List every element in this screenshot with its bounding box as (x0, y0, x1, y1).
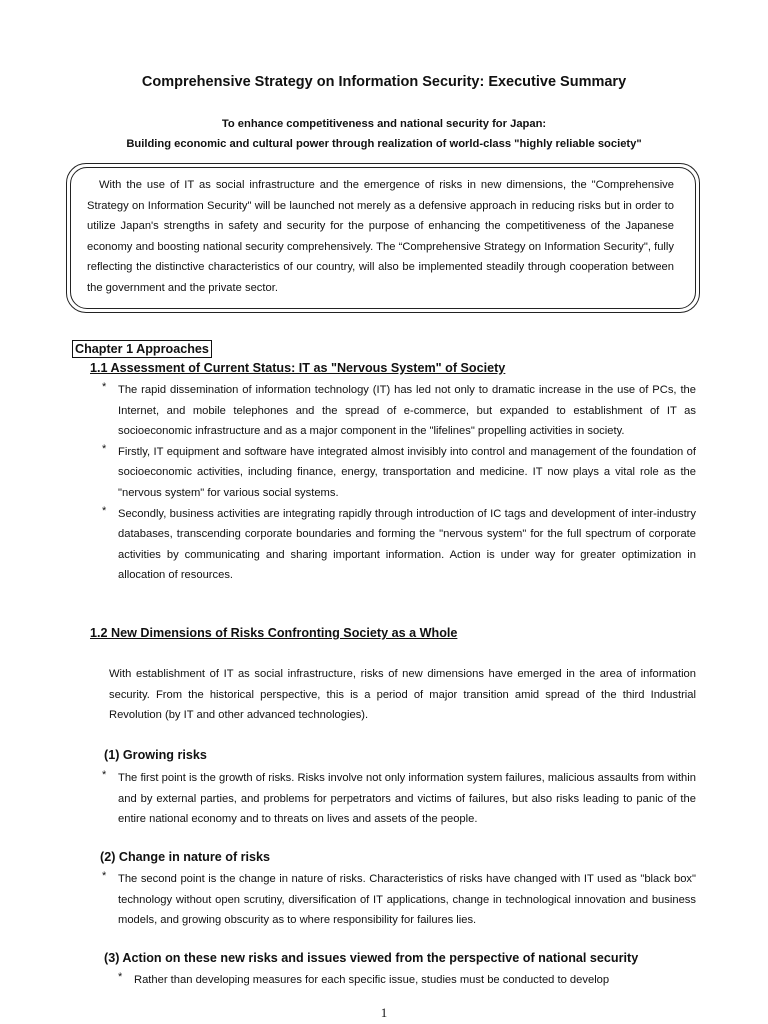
subsection-1-heading: (1) Growing risks (104, 748, 207, 762)
list-item-text: Secondly, business activities are integrating rapidly through introduction of IC tags and development of inter-industry databases, transcending corporate boundaries and forming the "nervous system" for the full spectrum of corporate activities by communicating and sharing important information. Action is under way for greater optimization in allocation of resources. (118, 507, 696, 582)
list-item (118, 970, 696, 991)
list-item (102, 442, 696, 504)
list-item-text: The first point is the growth of risks. Risks involve not only information system failures, malicious assaults from within and by external parties, and problems for perpetrators and victims of failures, but also risks leading to panic of the entire national economy and to threats on lives and assets of the people. (118, 772, 696, 826)
subsection-3-heading: (3) Action on these new risks and issues viewed from the perspective of national security (104, 951, 639, 965)
list-item-text: The rapid dissemination of information technology (IT) has led not only to dramatic increase in the use of PCs, the Internet, and mobile telephones and the spread of e-commerce, but expanded to establishment of IT as socioeconomic infrastructure and as a major component in the "lifelines" propelling activities in society. (118, 384, 696, 438)
list-item (102, 869, 696, 931)
section-1-2-heading: 1.2 New Dimensions of Risks Confronting Society as a Whole (90, 626, 458, 640)
bullet-marker: * (102, 870, 107, 882)
bullet-marker: * (102, 504, 107, 517)
list-item (102, 768, 696, 830)
bullet-marker: * (102, 442, 107, 455)
list-item-text: The second point is the change in nature of risks. Characteristics of risks have changed with IT used as "black box" technology without open scrutiny, diversification of IT applications, change in technological innovation and business models, and growing obscurity as to where responsibility for failures lies. (118, 873, 696, 927)
subsection-2-heading: (2) Change in nature of risks (100, 850, 271, 864)
summary-text: With the use of IT as social infrastructure and the emergence of risks in new dimensions, the "Comprehensive Strategy on Information Security" will be launched not merely as a defensive approach in reducing risks but in order to utilize Japan's strengths in safety and security for the purpose of enhancing the competitiveness of the Japanese economy and boosting national security comprehensively. The “Comprehensive Strategy on Information Security", fully reflecting the distinctive characteristics of our country, will also be implemented steadily through cooperation between the government and the private sector. (87, 179, 674, 294)
page-number: 1 (380, 1005, 388, 1020)
summary-paragraph (87, 175, 674, 299)
subtitle-line-1: To enhance competitiveness and national security for Japan: (221, 118, 547, 130)
list-item (102, 504, 696, 586)
section-1-1-heading: 1.1 Assessment of Current Status: IT as "Nervous System" of Society (90, 361, 506, 375)
subsection-2-bullet-list (102, 869, 696, 931)
list-item (102, 380, 696, 442)
list-item-text: Firstly, IT equipment and software have integrated almost invisibly into control and management of the foundation of socioeconomic activities, including finance, energy, transportation and medicine. IT now plays a vital role as the "nervous system" for various social systems. (118, 445, 696, 499)
chapter-heading: Chapter 1 Approaches (72, 340, 212, 358)
bullet-marker: * (118, 971, 123, 983)
bullet-marker: * (102, 769, 107, 781)
document-title: Comprehensive Strategy on Information Security: Executive Summary (141, 74, 627, 90)
bullet-marker: * (102, 381, 107, 393)
subsection-1-bullet-list (102, 768, 696, 830)
section-1-2-paragraph: With establishment of IT as social infrastructure, risks of new dimensions have emerged in the area of information security. From the historical perspective, this is a period of major transition amid spread of the third Industrial Revolution (by IT and other advanced technologies). (109, 668, 696, 722)
list-item-text: Rather than developing measures for each specific issue, studies must be conducted to develop (134, 974, 610, 986)
subtitle-line-2: Building economic and cultural power through realization of world-class "highly reliable society" (126, 138, 642, 150)
section-1-1-bullet-list (102, 380, 696, 586)
subsection-3-bullet-list (118, 970, 696, 991)
